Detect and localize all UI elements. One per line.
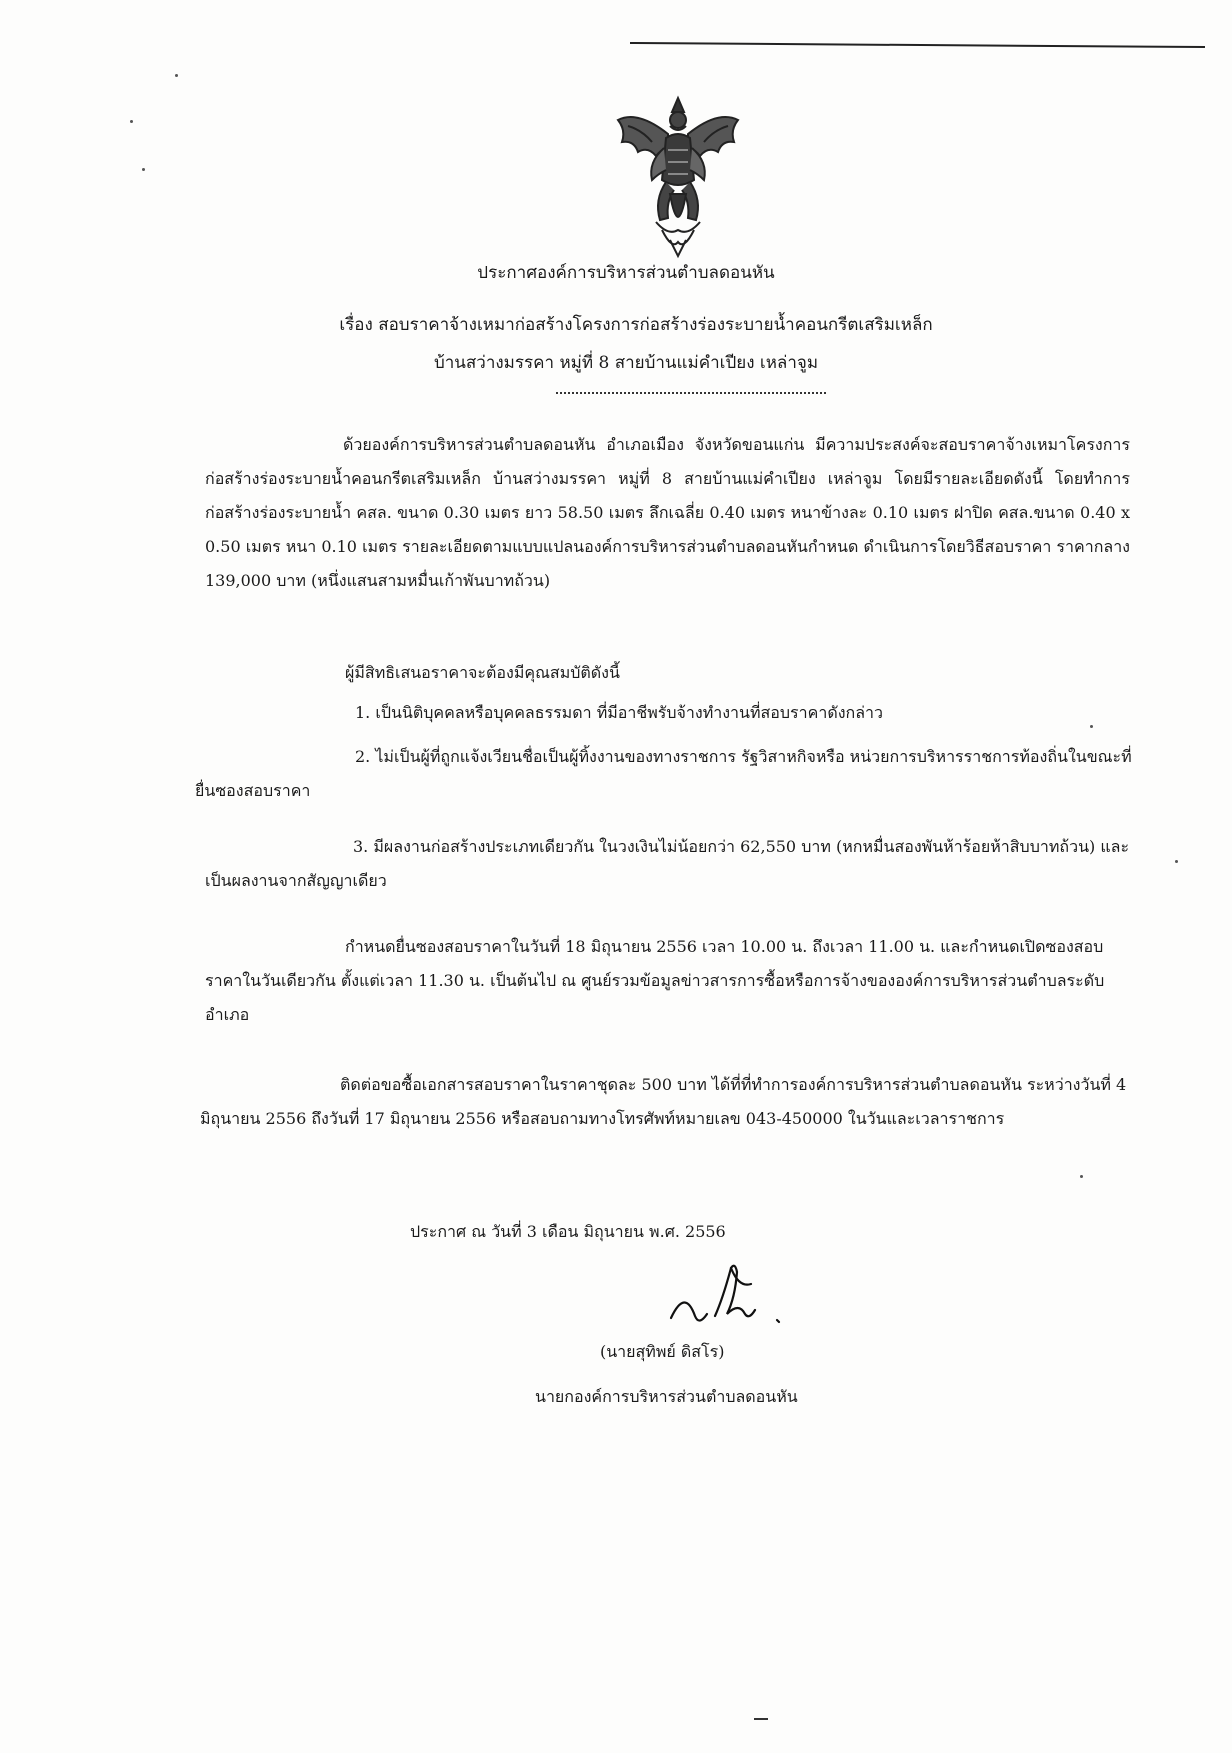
dotted-separator xyxy=(556,392,826,394)
qualifications-heading: ผู้มีสิทธิเสนอราคาจะต้องมีคุณสมบัติดังนี้ xyxy=(345,663,620,682)
announcement-date: ประกาศ ณ วันที่ 3 เดือน มิถุนายน พ.ศ. 2556 xyxy=(410,1222,726,1241)
signer-title: นายกองค์การบริหารส่วนตำบลดอนหัน xyxy=(535,1387,798,1406)
garuda-emblem-icon xyxy=(608,90,748,260)
footer-mark xyxy=(754,1718,768,1720)
scan-speck xyxy=(142,168,145,171)
schedule-paragraph: กำหนดยื่นซองสอบราคาในวันที่ 18 มิถุนายน 2556 เวลา 10.00 น. ถึงเวลา 11.00 น. และกำหนดเปิดซองสอบราคาในวันเดียวกัน ตั้งแต่เวลา 11.30 น. เป็นต้นไป ณ ศูนย์รวมข้อมูลข่าวสารการซื้อหรือการจ้างขององค์การบริหารส่วนตำบลระดับอำเภอ xyxy=(205,937,1105,1024)
scan-speck xyxy=(1080,1175,1083,1178)
qualification-item: 3. มีผลงานก่อสร้างประเภทเดียวกัน ในวงเงินไม่น้อยกว่า 62,550 บาท (หกหมื่นสองพันห้าร้อยห้าสิบบาทถ้วน) และเป็นผลงานจากสัญญาเดียว xyxy=(205,837,1130,890)
qualification-item: 1. เป็นนิติบุคคลหรือบุคคลธรรมดา ที่มีอาชีพรับจ้างทำงานที่สอบราคาดังกล่าว xyxy=(355,703,883,722)
signer-name: (นายสุทิพย์ ดิสโร) xyxy=(600,1342,725,1361)
intro-paragraph: ด้วยองค์การบริหารส่วนตำบลดอนหัน อำเภอเมือง จังหวัดขอนแก่น มีความประสงค์จะสอบราคาจ้างเหมาโครงการก่อสร้างร่องระบายน้ำคอนกรีตเสริมเหล็ก บ้านสว่างมรรคา หมู่ที่ 8 สายบ้านแม่คำเปียง เหล่าจูม โดยมีรายละเอียดดังนี้ โดยทำการก่อสร้างร่องระบายน้ำ คสล. ขนาด 0.30 เมตร ยาว 58.50 เมตร ลึกเฉลี่ย 0.40 เมตร หนาข้างละ 0.10 เมตร ฝาปิด คสล.ขนาด 0.40 x 0.50 เมตร หนา 0.10 เมตร รายละเอียดตามแบบแปลนองค์การบริหารส่วนตำบลดอนหันกำหนด ดำเนินการโดยวิธีสอบราคา ราคากลาง 139,000 บาท (หนึ่งแสนสามหมื่นเก้าพันบาทถ้วน) xyxy=(205,435,1130,590)
scan-speck xyxy=(175,74,178,77)
announcement-title: ประกาศองค์การบริหารส่วนตำบลดอนหัน xyxy=(477,263,775,283)
scan-speck xyxy=(130,120,133,123)
contact-paragraph: ติดต่อขอซื้อเอกสารสอบราคาในราคาชุดละ 500 บาท ได้ที่ที่ทำการองค์การบริหารส่วนตำบลดอนหัน ระหว่างวันที่ 4 มิถุนายน 2556 ถึงวันที่ 17 มิถุนายน 2556 หรือสอบถามทางโทรศัพท์หมายเลข 043-450000 ในวันและเวลาราชการ xyxy=(200,1075,1127,1128)
scan-speck xyxy=(1175,860,1178,863)
announcement-subject: เรื่อง สอบราคาจ้างเหมาก่อสร้างโครงการก่อสร้างร่องระบายน้ำคอนกรีตเสริมเหล็ก xyxy=(339,315,933,335)
handwritten-signature xyxy=(665,1258,805,1338)
announcement-location: บ้านสว่างมรรคา หมู่ที่ 8 สายบ้านแม่คำเปียง เหล่าจูม xyxy=(433,353,819,373)
top-rule-line xyxy=(630,42,1205,48)
qualification-item: 2. ไม่เป็นผู้ที่ถูกแจ้งเวียนชื่อเป็นผู้ทิ้งงานของทางราชการ รัฐวิสาหกิจหรือ หน่วยการบริหารราชการท้องถิ่นในขณะที่ยื่นซองสอบราคา xyxy=(195,747,1132,800)
